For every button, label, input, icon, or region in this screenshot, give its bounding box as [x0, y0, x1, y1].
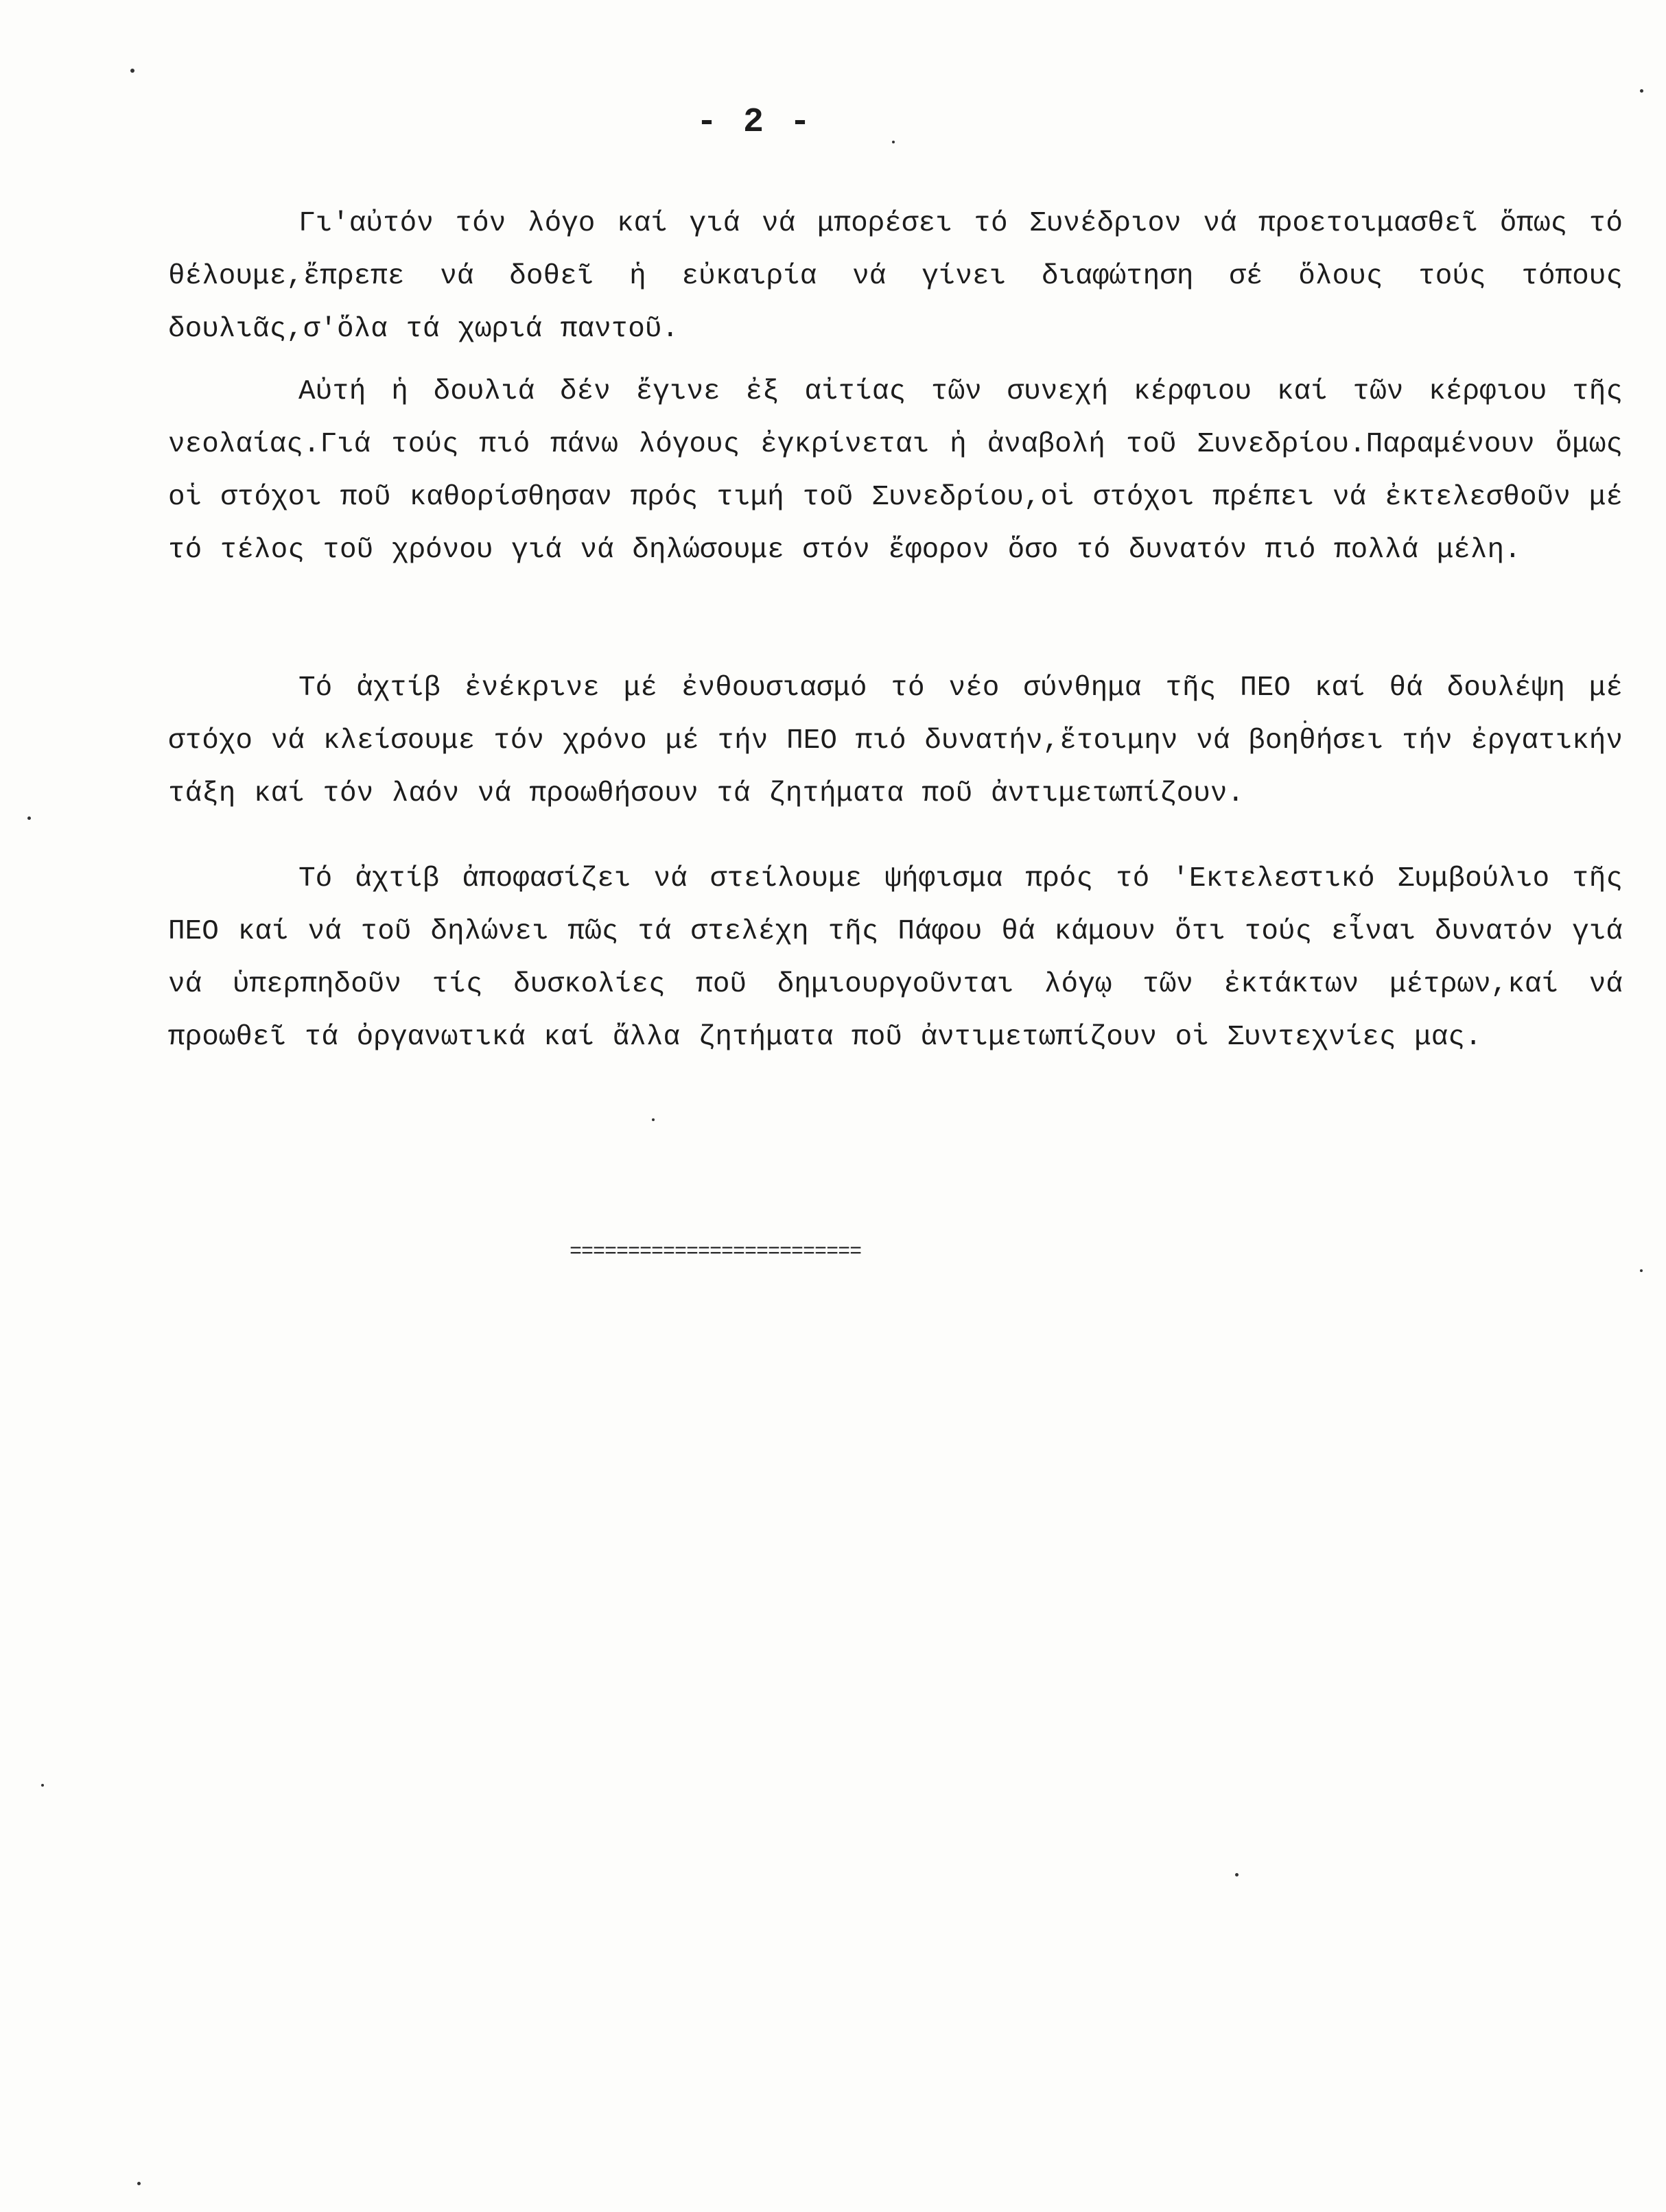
separator-line: =========================	[570, 1240, 862, 1264]
scan-speck	[1640, 89, 1643, 93]
paragraph-4: Τό ἀχτίβ ἀποφασίζει νά στείλουμε ψήφισμα πρός τό 'Εκτελεστικό Συμβούλιο τῆς ΠΕΟ καί νά τοῦ δηλώνει πῶς τά στελέχη τῆς Πάφου θά κάμουν ὅτι τούς εἶναι δυνατόν γιά νά ὑπερπηδοῦν τίς δυσκολίες ποῦ δημιουργοῦνται λόγῳ τῶν ἐκτάκτων μέτρων,καί νά προωθεῖ τά ὀργανωτικά καί ἄλλα ζητήματα ποῦ ἀντιμετωπίζουν οἱ Συντεχνίες μας.	[168, 863, 1623, 1053]
paragraph-1: Γι'αὐτόν τόν λόγο καί γιά νά μπορέσει τό Συνέδριον νά προετοιμασθεῖ ὅπως τό θέλουμε,ἔπρεπε νά δοθεῖ ἡ εὐκαιρία νά γίνει διαφώτηση σέ ὅλους τούς τόπους δουλιᾶς,σ'ὅλα τά χωριά παντοῦ.	[168, 208, 1623, 345]
scan-speck	[1304, 720, 1306, 723]
page-number: - 2 -	[696, 103, 814, 142]
paragraph-2: Αὐτή ἡ δουλιά δέν ἔγινε ἐξ αἰτίας τῶν συνεχή κέρφιου καί τῶν κέρφιου τῆς νεολαίας.Γιά τούς πιό πάνω λόγους ἐγκρίνεται ἡ ἀναβολή τοῦ Συνεδρίου.Παραμένουν ὅμως οἱ στόχοι ποῦ καθορίσθησαν πρός τιμή τοῦ Συνεδρίου,οἱ στόχοι πρέπει νά ἐκτελεσθοῦν μέ τό τέλος τοῦ χρόνου γιά νά δηλώσουμε στόν ἔφορον ὅσο τό δυνατόν πιό πολλά μέλη.	[168, 376, 1623, 566]
paragraph-3: Τό ἀχτίβ ἐνέκρινε μέ ἐνθουσιασμό τό νέο σύνθημα τῆς ΠΕΟ καί θά δουλέψη μέ στόχο νά κλείσουμε τόν χρόνο μέ τήν ΠΕΟ πιό δυνατήν,ἕτοιμην νά βοηθήσει τήν ἐργατικήν τάξη καί τόν λαόν νά προωθήσουν τά ζητήματα ποῦ ἀντιμετωπίζουν.	[168, 672, 1623, 810]
scan-speck	[130, 69, 134, 73]
scan-speck	[1235, 1873, 1239, 1876]
scan-speck	[1640, 1269, 1643, 1272]
scan-speck	[41, 1784, 44, 1787]
scan-speck	[652, 1118, 655, 1121]
scan-speck	[27, 816, 31, 820]
scan-speck	[137, 2182, 141, 2185]
scan-speck	[892, 141, 895, 143]
